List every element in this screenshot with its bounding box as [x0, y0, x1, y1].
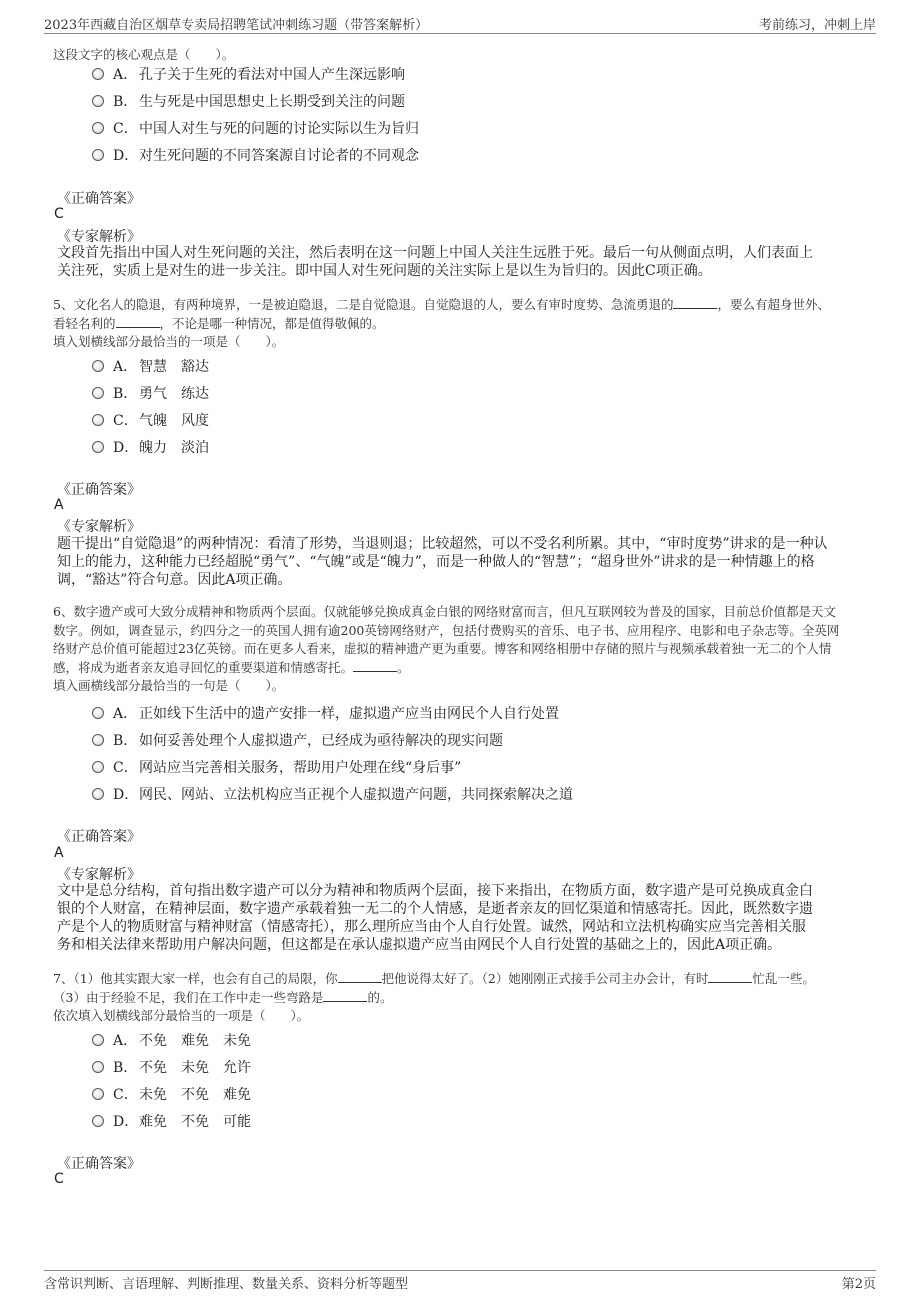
answer-blank [708, 970, 752, 983]
radio-icon[interactable] [92, 441, 104, 453]
page-number: 第2页 [841, 1277, 876, 1292]
radio-icon[interactable] [92, 788, 104, 800]
q7-option-b[interactable]: B． 不免 未免 允许 [92, 1057, 251, 1077]
q5-answer-label: 《正确答案》 [57, 482, 141, 498]
radio-icon[interactable] [92, 68, 104, 80]
q6-option-a[interactable]: A． 正如线下生活中的遗产安排一样，虚拟遗产应当由网民个人自行处置 [92, 703, 559, 723]
header-slogan: 考前练习，冲刺上岸 [758, 18, 876, 33]
q4-option-d[interactable]: D．对生死问题的不同答案源自讨论者的不同观念 [92, 145, 419, 165]
q7-text: 7、（1）他其实跟大家一样，也会有自己的局限，你 把他说得太好了。（2）她刚刚正式接手公司主办会计，有时 忙乱一些。 （3）由于经验不足，我们在工作中走一些弯路是 的。 依次填入划横线部分最恰当的一项是（ ）。 [53, 971, 815, 1023]
radio-icon[interactable] [92, 1034, 104, 1046]
q5-text: 5、文化名人的隐退，有两种境界，一是被迫隐退，二是自觉隐退。自觉隐退的人，要么有审时度势、急流勇退的 ，要么有超身世外、 看轻名利的 ，不论是哪一种情况，都是值得敬佩的。 填入划横线部分最恰当的一项是（ ）。 [53, 297, 830, 349]
radio-icon[interactable] [92, 122, 104, 134]
q6-option-b[interactable]: B． 如何妥善处理个人虚拟遗产，已经成为亟待解决的现实问题 [92, 730, 503, 750]
radio-icon[interactable] [92, 1115, 104, 1127]
footer-topics: 含常识判断、言语理解、判断推理、数量关系、资料分析等题型 [44, 1277, 409, 1292]
radio-icon[interactable] [92, 761, 104, 773]
q5-answer: A [54, 497, 64, 513]
q6-analysis-label: 《专家解析》 [57, 867, 141, 883]
q6-text: 6、数字遗产或可大致分成精神和物质两个层面。仅就能够兑换成真金白银的网络财富而言，但凡互联网较为普及的国家，目前总价值都是天文 数字。例如，调查显示，约四分之一的英国人拥有逾200英镑网络财产，包括付费购买的音乐、电子书、应用程序、电影和电子杂志等。全英网 络财产总价值可能超过23亿英镑。而在更多人看来，虚拟的精神遗产更为重要。博客和网络相册中存储的照片与视频承载着独一无二的个人情 感，将成为逝者亲友追寻回忆的重要渠道和情感寄托。 。 填入画横线部分最恰当的一句是（ ）。 [53, 604, 840, 693]
answer-blank [353, 659, 397, 672]
radio-icon[interactable] [92, 360, 104, 372]
q4-analysis: 文段首先指出中国人对生死问题的关注，然后表明在这一问题上中国人关注生远胜于死。最后一句从侧面点明，人们表面上 关注死，实质上是对生的进一步关注。即中国人对生死问题的关注实际上是以生为旨归的。因此C项正确。 [57, 245, 813, 279]
q6-answer: A [54, 845, 64, 861]
header-title: 2023年西藏自治区烟草专卖局招聘笔试冲刺练习题（带答案解析） [44, 18, 429, 33]
q7-option-a[interactable]: A． 不免 难免 未免 [92, 1030, 251, 1050]
q5-option-c[interactable]: C．气魄 风度 [92, 410, 209, 430]
answer-blank [116, 315, 160, 328]
answer-blank [673, 296, 717, 309]
answer-blank [338, 970, 382, 983]
q5-option-a[interactable]: A． 智慧 豁达 [92, 356, 209, 376]
q5-analysis-label: 《专家解析》 [57, 519, 141, 535]
radio-icon[interactable] [92, 1088, 104, 1100]
q7-option-c[interactable]: C．未免 不免 难免 [92, 1084, 251, 1104]
q6-analysis: 文中是总分结构，首句指出数字遗产可以分为精神和物质两个层面，接下来指出，在物质方面，数字遗产是可兑换成真金白 银的个人财富，在精神层面，数字遗产承载着独一无二的个人情感，是逝者亲友的回忆渠道和情感寄托。因此，既然数字遗 产是个人的物质财富与精神财富（情感寄托），那么理所应当由个人自行处置。诚然，网站和立法机构确实应当完善相关服 务和相关法律来帮助用户解决问题，但这都是在承认虚拟遗产应当由网民个人自行处置的基础之上的，因此A项正确。 [57, 883, 813, 953]
radio-icon[interactable] [92, 149, 104, 161]
radio-icon[interactable] [92, 414, 104, 426]
q7-option-d[interactable]: D．难免 不免 可能 [92, 1111, 251, 1131]
q4-stem: 这段文字的核心观点是（ ）。 [53, 47, 235, 62]
q4-analysis-label: 《专家解析》 [57, 229, 141, 245]
radio-icon[interactable] [92, 1061, 104, 1073]
q6-option-d[interactable]: D．网民、网站、立法机构应当正视个人虚拟遗产问题，共同探索解决之道 [92, 784, 573, 804]
q5-option-b[interactable]: B． 勇气 练达 [92, 383, 209, 403]
header-divider [44, 33, 876, 34]
q5-analysis: 题干提出“自觉隐退”的两种情况：看清了形势，当退则退；比较超然，可以不受名利所累。其中，“审时度势”讲求的是一种认 知上的能力，这种能力已经超脱“勇气”、“气魄”或是“魄力”，而是一种做人的“智慧”；“超身世外”讲求的是一种情趣上的格 调，“豁达”符合句意。因此A项正确。 [57, 536, 828, 588]
q4-option-b[interactable]: B． 生与死是中国思想史上长期受到关注的问题 [92, 91, 405, 111]
q6-answer-label: 《正确答案》 [57, 829, 141, 845]
footer-divider [44, 1270, 876, 1271]
q4-option-c[interactable]: C．中国人对生与死的问题的讨论实际以生为旨归 [92, 118, 419, 138]
q7-answer-label: 《正确答案》 [57, 1156, 141, 1172]
radio-icon[interactable] [92, 387, 104, 399]
q7-answer: C [54, 1171, 64, 1187]
answer-blank [323, 989, 367, 1002]
radio-icon[interactable] [92, 734, 104, 746]
q6-option-c[interactable]: C．网站应当完善相关服务，帮助用户处理在线“身后事” [92, 757, 461, 777]
q4-option-a[interactable]: A． 孔子关于生死的看法对中国人产生深远影响 [92, 64, 405, 84]
radio-icon[interactable] [92, 707, 104, 719]
radio-icon[interactable] [92, 95, 104, 107]
q5-option-d[interactable]: D．魄力 淡泊 [92, 437, 209, 457]
q4-answer-label: 《正确答案》 [57, 191, 141, 207]
q4-answer: C [54, 206, 64, 222]
